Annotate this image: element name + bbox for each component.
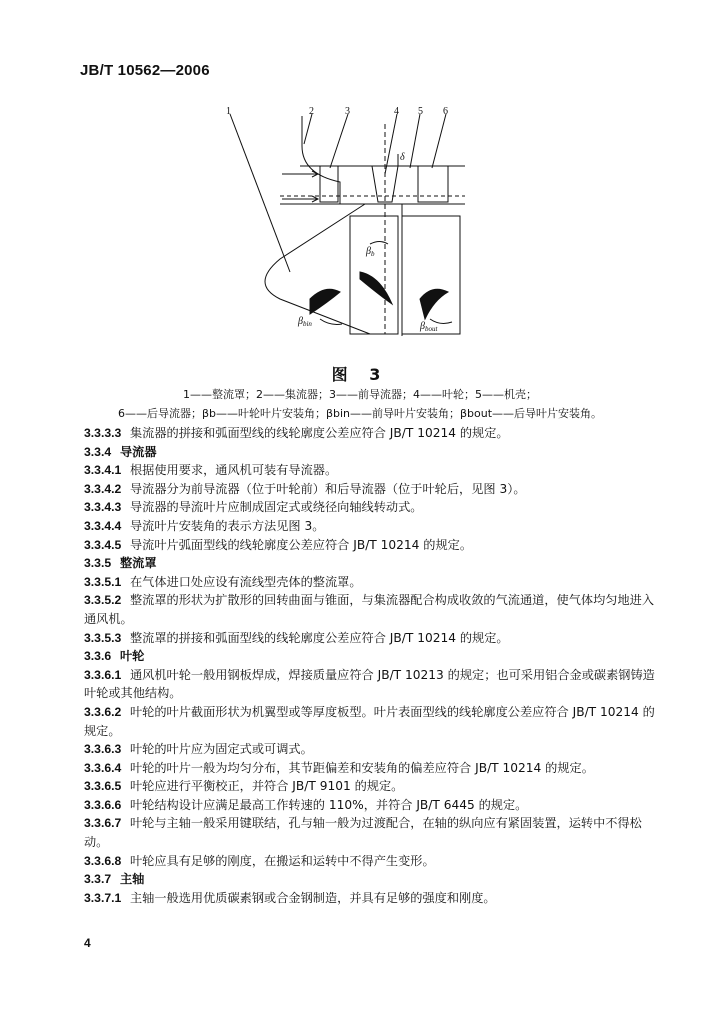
clause-text: 导流叶片安装角的表示方法见图 3。 [130,518,325,533]
clause-paragraph [84,777,660,796]
clause-number: 3.3.6.7 [84,816,122,831]
clause-number: 3.3.4.2 [84,481,122,496]
clause-text: 在气体进口处应设有流线型壳体的整流罩。 [130,574,362,589]
clause-text: 叶轮的叶片应为固定式或可调式。 [130,742,313,757]
clause-text: 主轴一般选用优质碳素钢或合金钢制造，并具有足够的强度和刚度。 [130,890,496,905]
beta-b-arc [370,242,388,245]
clause-text: 集流器的拼接和弧面型线的线轮廓度公差应符合 JB/T 10214 的规定。 [130,426,509,440]
clause-paragraph [84,461,660,480]
clause-number: 3.3.4.5 [84,537,122,552]
clause-paragraph [84,573,660,592]
section-heading [84,443,660,462]
clause-number: 3.3.4.3 [84,500,122,515]
clause-paragraph [84,424,660,443]
beta-bout-arc [430,319,452,323]
clause-number: 3.3.5.3 [84,630,122,645]
clause-paragraph [84,666,660,703]
figure-title: 图 3 [331,365,389,384]
clause-number: 3.3.7 [84,872,112,887]
clause-number: 3.3.5.2 [84,593,122,608]
clause-text: 叶轮应具有足够的刚度，在搬运和运转中不得产生变形。 [130,853,435,868]
clause-paragraph [84,814,660,851]
clause-number: 3.3.4.4 [84,518,122,533]
figure-legend-line-1: 1——整流罩；2——集流器；3——前导流器；4——叶轮；5——机壳； [183,388,537,401]
clause-text: 根据使用要求，通风机可装有导流器。 [130,463,338,478]
clause-text: 叶轮与主轴一般采用键联结，孔与轴一般为过渡配合，在轴的纵向应有紧固装置，运转中不得松动。 [84,816,642,850]
clause-text: 通风机叶轮一般用钢板焊成，焊接质量应符合 JB/T 10213 的规定；也可采用铝合金或碳素钢铸造叶轮或其他结构。 [84,667,655,701]
clause-paragraph [84,536,660,555]
clause-text: 主轴 [120,872,145,887]
clause-paragraph [84,889,660,908]
clause-paragraph [84,517,660,536]
callout-1: 1 [226,106,231,117]
clause-paragraph [84,498,660,517]
clause-text: 叶轮 [120,649,145,664]
clause-paragraph [84,629,660,648]
clause-paragraph [84,759,660,778]
rear-vane-airfoil [420,289,448,319]
clause-text: 整流罩 [120,556,157,571]
clause-paragraph [84,740,660,759]
callout-5: 5 [418,106,423,117]
section-heading [84,647,660,666]
front-vane-airfoil [310,289,340,314]
front-guide-block [320,166,338,202]
fan-section-diagram [220,104,470,344]
leader-2 [304,114,312,144]
clause-number: 3.3.6.5 [84,779,122,794]
clause-paragraph [84,591,660,628]
document-code-header: JB/T 10562—2006 [80,62,210,79]
clause-text: 叶轮应进行平衡校正，并符合 JB/T 9101 的规定。 [130,779,404,794]
clause-number: 3.3.4 [84,444,112,459]
delta-label: δ [400,152,405,163]
beta-bout-label: $\beta_{bout}$ [420,321,438,333]
clause-number: 3.3.6.4 [84,760,122,775]
clause-paragraph [84,480,660,499]
clause-list [84,424,660,907]
callout-6: 6 [443,106,448,117]
section-heading [84,870,660,889]
clause-number: 3.3.6 [84,649,112,664]
clause-number: 3.3.6.2 [84,704,122,719]
clause-number: 3.3.4.1 [84,463,122,478]
page-number: 4 [84,936,91,950]
fairing-outline [265,204,370,334]
clause-text: 叶轮结构设计应满足最高工作转速的 110%，并符合 JB/T 6445 的规定。 [130,797,528,812]
clause-number: 3.3.7.1 [84,890,122,905]
clause-number: 3.3.6.8 [84,853,122,868]
callout-4: 4 [394,106,399,117]
clause-text: 导流器分为前导流器（位于叶轮前）和后导流器（位于叶轮后，见图 3）。 [130,481,526,496]
clause-text: 导流叶片弧面型线的线轮廓度公差应符合 JB/T 10214 的规定。 [130,537,473,552]
callout-3: 3 [345,106,350,117]
clause-number: 3.3.5.1 [84,574,122,589]
clause-number: 3.3.6.1 [84,667,122,682]
clause-paragraph [84,852,660,871]
rear-guide-hub [402,216,460,334]
leader-1 [230,114,290,272]
clause-text: 叶轮的叶片截面形状为机翼型或等厚度板型。叶片表面型线的线轮廓度公差应符合 JB/T 10214 的规定。 [84,704,655,738]
clause-text: 导流器的导流叶片应制成固定式或绕径向轴线转动式。 [130,500,423,515]
leader-5 [410,114,420,168]
clause-number: 3.3.6.3 [84,742,122,757]
clause-number: 3.3.3.3 [84,426,122,440]
clause-text: 整流罩的形状为扩散形的回转曲面与锥面，与集流器配合构成收敛的气流通道，使气体均匀地进入通风机。 [84,593,655,626]
leader-6 [432,114,446,168]
clause-paragraph [84,703,660,740]
impeller-hub [350,216,398,334]
clause-number: 3.3.6.6 [84,797,122,812]
rear-guide-block [418,166,448,202]
clause-paragraph [84,796,660,815]
beta-bin-label: $\beta_{bin}$ [298,316,312,328]
callout-2: 2 [309,106,314,117]
clause-text: 叶轮的叶片一般为均匀分布，其节距偏差和安装角的偏差应符合 JB/T 10214 的规定。 [130,760,594,775]
section-heading [84,554,660,573]
leader-4 [385,114,397,174]
beta-b-label: $\beta_b$ [366,246,375,258]
clause-number: 3.3.5 [84,556,112,571]
leader-3 [330,114,348,168]
impeller-airfoil [360,272,392,304]
clause-text: 导流器 [120,444,157,459]
figure-legend-line-2: 6——后导流器；βb——叶轮叶片安装角；βbin——前导叶片安装角；βbout——后导叶片安装角。 [117,407,603,420]
clause-text: 整流罩的拼接和弧面型线的线轮廓度公差应符合 JB/T 10214 的规定。 [130,630,509,645]
